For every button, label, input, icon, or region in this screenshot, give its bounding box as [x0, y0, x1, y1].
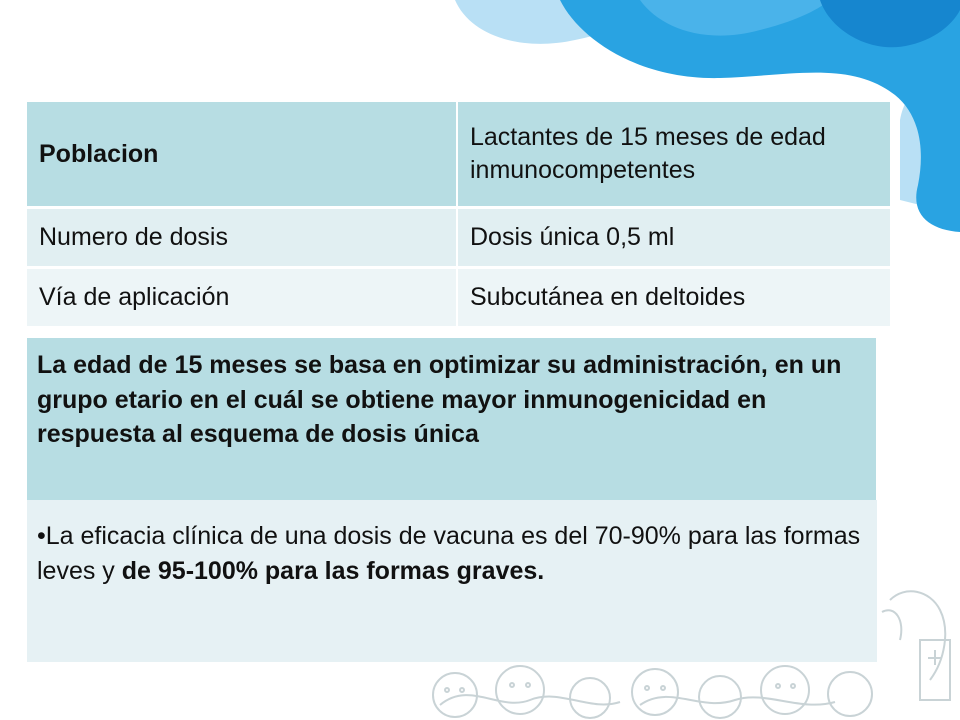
vaccine-info-table: [27, 102, 890, 326]
table-row: [27, 102, 890, 206]
age-rationale-note: [27, 338, 876, 508]
row-value: Subcutánea en deltoides: [458, 266, 890, 326]
bullet-glyph: •: [37, 522, 46, 550]
row-label: Poblacion: [27, 102, 458, 206]
row-label: Vía de aplicación: [27, 266, 458, 326]
row-value: Lactantes de 15 meses de edad inmunocompetentes: [458, 102, 890, 206]
note-text: La edad de 15 meses se basa en optimizar su administración, en un grupo etario en el cuál se obtiene mayor inmunogenicidad en respuesta al esquema de dosis única: [37, 351, 842, 448]
row-value: Dosis única 0,5 ml: [458, 206, 890, 266]
table-row: [27, 206, 890, 266]
row-label: Numero de dosis: [27, 206, 458, 266]
efficacy-note: [27, 500, 877, 662]
table-row: [27, 266, 890, 326]
efficacy-text-bold: de 95-100% para las formas graves.: [121, 557, 545, 585]
efficacy-text: La eficacia clínica de una dosis de vacuna es del 70-90% para las formas leves y: [37, 522, 861, 585]
